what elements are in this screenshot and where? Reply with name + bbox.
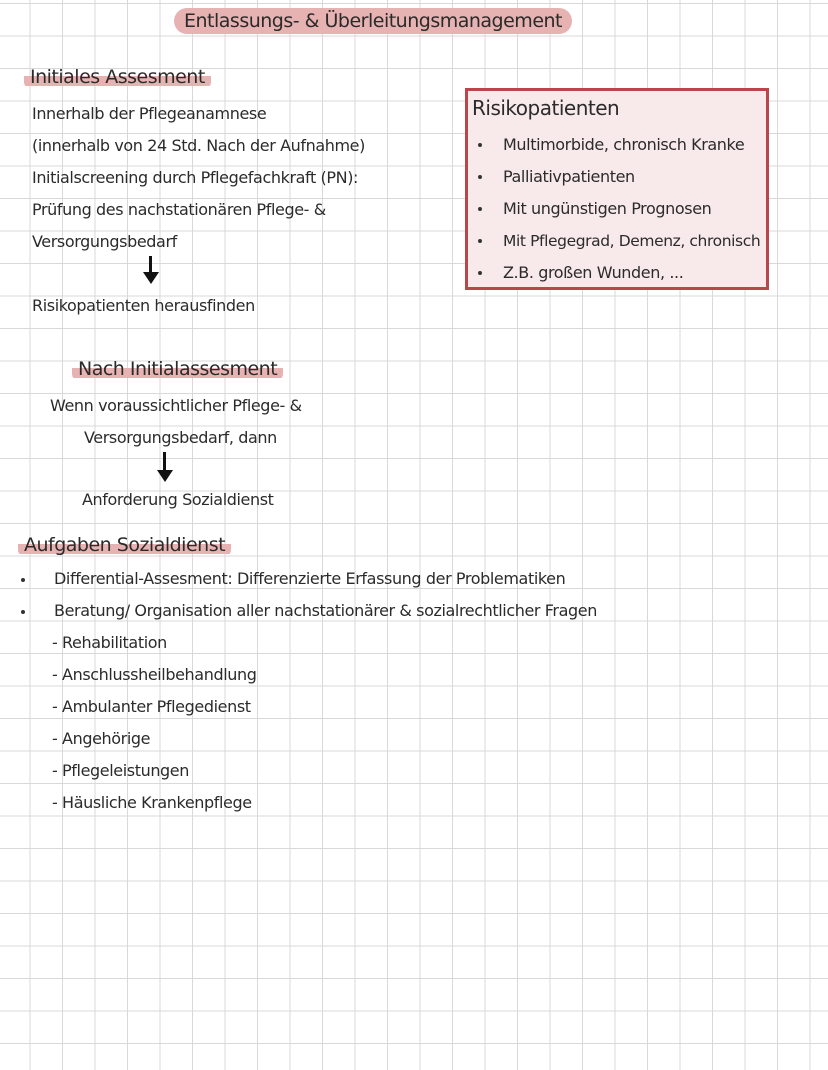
risk-item: Mit Pflegegrad, Demenz, chronisch	[503, 232, 761, 250]
initial-line: (innerhalb von 24 Std. Nach der Aufnahme)	[32, 136, 365, 155]
bullet-icon	[478, 175, 482, 179]
down-arrow-icon	[157, 452, 173, 482]
task-subitem: - Pflegeleistungen	[52, 761, 189, 780]
bullet-icon	[478, 207, 482, 211]
risk-item: Z.B. großen Wunden, ...	[503, 263, 684, 282]
initial-line: Initialscreening durch Pflegefachkraft (PN):	[32, 168, 359, 187]
initial-heading: Initiales Assesment	[24, 66, 211, 88]
risk-heading: Risikopatienten	[472, 96, 620, 120]
initial-line: Innerhalb der Pflegeanamnese	[32, 104, 267, 123]
after-line: Wenn voraussichtlicher Pflege- &	[50, 396, 302, 415]
initial-line: Versorgungsbedarf	[32, 232, 177, 251]
page-title: Entlassungs- & Überleitungsmanagement	[174, 8, 572, 34]
bullet-icon	[478, 271, 482, 275]
bullet-icon	[21, 578, 25, 582]
tasks-heading: Aufgaben Sozialdienst	[18, 534, 231, 556]
after-heading: Nach Initialassesment	[72, 358, 283, 380]
initial-line: Prüfung des nachstationären Pflege- &	[32, 200, 326, 219]
risk-item: Multimorbide, chronisch Kranke	[503, 135, 745, 154]
risk-item: Mit ungünstigen Prognosen	[503, 199, 712, 218]
task-subitem: - Anschlussheilbehandlung	[52, 665, 257, 684]
task-subitem: - Angehörige	[52, 729, 151, 748]
after-result: Anforderung Sozialdienst	[82, 490, 274, 509]
task-subitem: - Rehabilitation	[52, 633, 167, 652]
initial-result: Risikopatienten herausfinden	[32, 296, 255, 315]
task-subitem: - Ambulanter Pflegedienst	[52, 697, 251, 716]
risk-item: Palliativpatienten	[503, 167, 635, 186]
task-bullet: Differential-Assesment: Differenzierte Erfassung der Problematiken	[54, 569, 566, 588]
down-arrow-icon	[143, 256, 159, 284]
bullet-icon	[478, 239, 482, 243]
bullet-icon	[478, 143, 482, 147]
after-line: Versorgungsbedarf, dann	[84, 428, 277, 447]
task-subitem: - Häusliche Krankenpflege	[52, 793, 252, 812]
bullet-icon	[21, 610, 25, 614]
task-bullet: Beratung/ Organisation aller nachstationärer & sozialrechtlicher Fragen	[54, 601, 597, 620]
